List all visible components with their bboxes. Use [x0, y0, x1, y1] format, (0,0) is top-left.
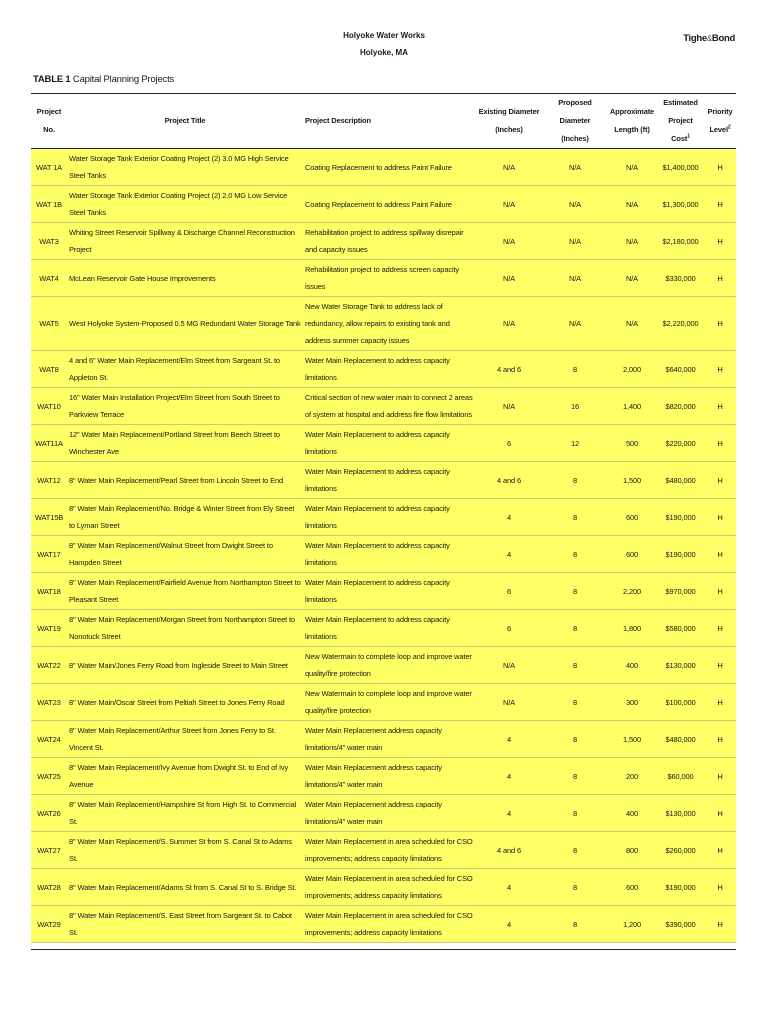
- cell-project-title: West Holyoke System-Proposed 0.5 MG Redundant Water Storage Tank: [67, 297, 303, 351]
- cell-estimated-cost: $480,000: [657, 462, 704, 499]
- cell-approx-length: 2,000: [607, 351, 657, 388]
- cell-priority-level: H: [704, 684, 736, 721]
- cell-project-no: WAT4: [31, 260, 67, 297]
- table-row: [31, 573, 736, 610]
- header-project-title: Project Title: [67, 94, 303, 149]
- cell-priority-level: H: [704, 869, 736, 906]
- cell-existing-diameter: 4: [475, 536, 543, 573]
- cell-project-title: 8" Water Main/Oscar Street from Peltiah Street to Jones Ferry Road: [67, 684, 303, 721]
- cell-approx-length: 1,500: [607, 721, 657, 758]
- cell-project-title: Water Storage Tank Exterior Coating Project (2) 3.0 MG High Service Steel Tanks: [67, 149, 303, 186]
- table-row: [31, 832, 736, 869]
- cell-estimated-cost: $2,220,000: [657, 297, 704, 351]
- cell-priority-level: H: [704, 610, 736, 647]
- cell-project-title: 16" Water Main Installation Project/Elm Street from South Street to Parkview Terrace: [67, 388, 303, 425]
- cell-priority-level: H: [704, 260, 736, 297]
- cell-priority-level: H: [704, 758, 736, 795]
- cell-proposed-diameter: 8: [543, 758, 607, 795]
- cell-existing-diameter: 4 and 6: [475, 351, 543, 388]
- cell-approx-length: 200: [607, 758, 657, 795]
- cell-priority-level: H: [704, 721, 736, 758]
- cell-proposed-diameter: 8: [543, 906, 607, 943]
- cell-project-description: Water Main Replacement to address capacity limitations: [303, 610, 475, 647]
- header-cost-line2: [659, 112, 702, 148]
- cell-estimated-cost: $480,000: [657, 721, 704, 758]
- header-proposed-diameter: [543, 94, 607, 149]
- cell-priority-level: H: [704, 462, 736, 499]
- cell-priority-level: H: [704, 223, 736, 260]
- cell-proposed-diameter: 12: [543, 425, 607, 462]
- cell-project-title: Water Storage Tank Exterior Coating Project (2) 2.0 MG Low Service Steel Tanks: [67, 186, 303, 223]
- cell-proposed-diameter: 8: [543, 684, 607, 721]
- cell-project-description: Water Main Replacement to address capacity limitations: [303, 536, 475, 573]
- cell-approx-length: N/A: [607, 223, 657, 260]
- cell-proposed-diameter: 8: [543, 351, 607, 388]
- cell-proposed-diameter: N/A: [543, 186, 607, 223]
- org-name: Holyoke Water Works: [343, 31, 425, 40]
- cell-project-no: WAT12: [31, 462, 67, 499]
- table-row: [31, 499, 736, 536]
- cell-proposed-diameter: N/A: [543, 260, 607, 297]
- header-priority-line1: Priority: [707, 107, 733, 116]
- cell-project-description: Water Main Replacement to address capacity limitations: [303, 351, 475, 388]
- cell-project-description: Water Main Replacement to address capacity limitations: [303, 425, 475, 462]
- cell-project-description: Water Main Replacement in area scheduled for CSO improvements; address capacity limitations: [303, 906, 475, 943]
- capital-projects-table-container: [31, 93, 736, 950]
- logo-text-b: Bond: [711, 33, 735, 44]
- table-row: [31, 462, 736, 499]
- cell-project-title: McLean Reservoir Gate House Improvements: [67, 260, 303, 297]
- cell-project-description: Water Main Replacement to address capacity limitations: [303, 462, 475, 499]
- header-length-line2: Length (ft): [614, 125, 650, 134]
- table-row: [31, 721, 736, 758]
- header-existing-line2: (Inches): [495, 125, 523, 134]
- cell-estimated-cost: $970,000: [657, 573, 704, 610]
- cell-proposed-diameter: 16: [543, 388, 607, 425]
- cell-existing-diameter: 6: [475, 610, 543, 647]
- cell-existing-diameter: N/A: [475, 186, 543, 223]
- cell-approx-length: 1,400: [607, 388, 657, 425]
- table-body: [31, 149, 736, 950]
- cell-project-description: New Watermain to complete loop and improve water quality/fire protection: [303, 684, 475, 721]
- cell-proposed-diameter: 8: [543, 869, 607, 906]
- table-row: [31, 536, 736, 573]
- cell-priority-level: H: [704, 832, 736, 869]
- cell-project-title: 8" Water Main Replacement/Arthur Street from Jones Ferry to St. Vincent St.: [67, 721, 303, 758]
- cell-project-title: 8" Water Main Replacement/Fairfield Avenue from Northampton Street to Pleasant Street: [67, 573, 303, 610]
- header-proposed-line1: Proposed Diameter: [558, 98, 592, 125]
- cell-priority-level: H: [704, 351, 736, 388]
- header-priority-line2: [706, 121, 734, 139]
- capital-projects-table: [31, 93, 736, 950]
- cell-project-no: WAT8: [31, 351, 67, 388]
- cell-estimated-cost: $100,000: [657, 684, 704, 721]
- table-row: [31, 388, 736, 425]
- cell-existing-diameter: N/A: [475, 684, 543, 721]
- cell-approx-length: 300: [607, 684, 657, 721]
- cell-priority-level: H: [704, 388, 736, 425]
- cell-project-title: 8" Water Main Replacement/Walnut Street from Dwight Street to Hampden Street: [67, 536, 303, 573]
- cell-project-description: Critical section of new water main to connect 2 areas of system at hospital and address fire flow limitations: [303, 388, 475, 425]
- cell-priority-level: H: [704, 647, 736, 684]
- cell-project-title: 8" Water Main Replacement/Adams St from S. Canal St to S. Bridge St.: [67, 869, 303, 906]
- cell-existing-diameter: 4: [475, 869, 543, 906]
- cell-project-title: 8" Water Main Replacement/S. East Street from Sargeant St. to Cabot St.: [67, 906, 303, 943]
- table-bottom-rule: [31, 943, 736, 950]
- cell-estimated-cost: $190,000: [657, 536, 704, 573]
- cell-project-no: WAT23: [31, 684, 67, 721]
- cell-approx-length: 1,500: [607, 462, 657, 499]
- cell-project-no: WAT27: [31, 832, 67, 869]
- cell-priority-level: H: [704, 573, 736, 610]
- cell-approx-length: 400: [607, 647, 657, 684]
- cell-project-description: Water Main Replacement to address capacity limitations: [303, 499, 475, 536]
- table-header-row: [31, 94, 736, 149]
- cell-proposed-diameter: N/A: [543, 297, 607, 351]
- cell-approx-length: N/A: [607, 186, 657, 223]
- cell-proposed-diameter: 8: [543, 721, 607, 758]
- cell-approx-length: 600: [607, 499, 657, 536]
- cell-existing-diameter: N/A: [475, 149, 543, 186]
- org-location: Holyoke, MA: [359, 48, 408, 57]
- table-title-text: Capital Planning Projects: [70, 74, 175, 85]
- cell-existing-diameter: 4: [475, 721, 543, 758]
- table-row: [31, 149, 736, 186]
- cell-existing-diameter: 6: [475, 573, 543, 610]
- cell-existing-diameter: N/A: [475, 297, 543, 351]
- header-cost-line2-text: Project Cost: [668, 116, 693, 143]
- cell-proposed-diameter: 8: [543, 647, 607, 684]
- cell-priority-level: H: [704, 536, 736, 573]
- cell-project-no: WAT 1A: [31, 149, 67, 186]
- cell-project-no: WAT19: [31, 610, 67, 647]
- cell-proposed-diameter: 8: [543, 573, 607, 610]
- cell-approx-length: 400: [607, 795, 657, 832]
- cell-project-description: Rehabilitation project to address spillway disrepair and capacity issues: [303, 223, 475, 260]
- cell-approx-length: N/A: [607, 149, 657, 186]
- cell-estimated-cost: $220,000: [657, 425, 704, 462]
- cell-project-title: 8" Water Main/Jones Ferry Road from Ingleside Street to Main Street: [67, 647, 303, 684]
- cell-estimated-cost: $130,000: [657, 647, 704, 684]
- cell-existing-diameter: 4 and 6: [475, 832, 543, 869]
- cell-estimated-cost: $260,000: [657, 832, 704, 869]
- cell-project-description: Water Main Replacement to address capacity limitations: [303, 573, 475, 610]
- cell-approx-length: 600: [607, 869, 657, 906]
- cell-estimated-cost: $190,000: [657, 499, 704, 536]
- cell-project-description: Water Main Replacement address capacity limitations/4" water main: [303, 795, 475, 832]
- cell-project-no: WAT25: [31, 758, 67, 795]
- cell-project-description: Water Main Replacement address capacity limitations/4" water main: [303, 721, 475, 758]
- cell-existing-diameter: 4 and 6: [475, 462, 543, 499]
- table-row: [31, 869, 736, 906]
- cell-approx-length: N/A: [607, 297, 657, 351]
- cell-proposed-diameter: N/A: [543, 223, 607, 260]
- cell-existing-diameter: 4: [475, 758, 543, 795]
- cell-project-no: WAT15B: [31, 499, 67, 536]
- table-row: [31, 260, 736, 297]
- table-row: [31, 351, 736, 388]
- cell-project-no: WAT26: [31, 795, 67, 832]
- cell-estimated-cost: $1,300,000: [657, 186, 704, 223]
- cell-approx-length: 1,200: [607, 906, 657, 943]
- cell-project-no: WAT10: [31, 388, 67, 425]
- cell-project-no: WAT17: [31, 536, 67, 573]
- header-existing-line1: Existing Diameter: [478, 107, 540, 116]
- cell-project-no: WAT3: [31, 223, 67, 260]
- cell-project-no: WAT5: [31, 297, 67, 351]
- cell-priority-level: H: [704, 149, 736, 186]
- table-row: [31, 223, 736, 260]
- cell-proposed-diameter: N/A: [543, 149, 607, 186]
- header-approx-length: [607, 94, 657, 149]
- table-bottom-rule-cell: [31, 943, 736, 950]
- cell-estimated-cost: $130,000: [657, 795, 704, 832]
- cell-project-description: Water Main Replacement address capacity limitations/4" water main: [303, 758, 475, 795]
- cell-project-no: WAT28: [31, 869, 67, 906]
- cell-priority-level: H: [704, 186, 736, 223]
- document-header: [0, 27, 768, 61]
- cell-project-description: Water Main Replacement in area scheduled for CSO improvements; address capacity limitations: [303, 869, 475, 906]
- cell-approx-length: 600: [607, 536, 657, 573]
- cell-project-description: Coating Replacement to address Paint Failure: [303, 186, 475, 223]
- table-title: [33, 74, 174, 85]
- cell-project-title: 8" Water Main Replacement/S. Summer St from S. Canal St to Adams St.: [67, 832, 303, 869]
- cell-approx-length: 2,200: [607, 573, 657, 610]
- cell-approx-length: 800: [607, 832, 657, 869]
- logo-ampersand: &: [706, 34, 712, 43]
- table-row: [31, 758, 736, 795]
- cell-project-title: 8" Water Main Replacement/No. Bridge & Winter Street from Ely Street to Lyman Street: [67, 499, 303, 536]
- header-cost-footnote: 1: [687, 133, 690, 140]
- cell-project-no: WAT18: [31, 573, 67, 610]
- cell-existing-diameter: N/A: [475, 260, 543, 297]
- table-row: [31, 297, 736, 351]
- cell-project-no: WAT11A: [31, 425, 67, 462]
- header-priority-footnote: 2: [727, 124, 731, 131]
- header-priority-line2-text: Level: [709, 125, 728, 134]
- cell-priority-level: H: [704, 425, 736, 462]
- cell-proposed-diameter: 8: [543, 499, 607, 536]
- cell-project-no: WAT 1B: [31, 186, 67, 223]
- cell-estimated-cost: $580,000: [657, 610, 704, 647]
- header-project-no: Project No.: [31, 94, 67, 149]
- cell-priority-level: H: [704, 795, 736, 832]
- table-row: [31, 906, 736, 943]
- cell-project-title: 4 and 6" Water Main Replacement/Elm Street from Sargeant St. to Appleton St.: [67, 351, 303, 388]
- cell-project-title: Whiting Street Reservoir Spillway & Discharge Channel Reconstruction Project: [67, 223, 303, 260]
- cell-priority-level: H: [704, 499, 736, 536]
- cell-priority-level: H: [704, 297, 736, 351]
- cell-estimated-cost: $190,000: [657, 869, 704, 906]
- table-row: [31, 186, 736, 223]
- table-row: [31, 425, 736, 462]
- table-row: [31, 684, 736, 721]
- cell-estimated-cost: $1,400,000: [657, 149, 704, 186]
- header-project-description: Project Description: [303, 94, 475, 149]
- header-cost-line1: Estimated: [663, 98, 698, 107]
- cell-project-title: 8" Water Main Replacement/Hampshire St from High St. to Commercial St.: [67, 795, 303, 832]
- cell-proposed-diameter: 8: [543, 536, 607, 573]
- cell-project-title: 8" Water Main Replacement/Ivy Avenue from Dwight St. to End of Ivy Avenue: [67, 758, 303, 795]
- cell-project-title: 8" Water Main Replacement/Morgan Street from Northampton Street to Nonotuck Street: [67, 610, 303, 647]
- cell-proposed-diameter: 8: [543, 795, 607, 832]
- cell-existing-diameter: N/A: [475, 223, 543, 260]
- table-title-label: TABLE 1: [33, 74, 71, 85]
- cell-approx-length: 500: [607, 425, 657, 462]
- cell-estimated-cost: $640,000: [657, 351, 704, 388]
- cell-estimated-cost: $820,000: [657, 388, 704, 425]
- cell-proposed-diameter: 8: [543, 832, 607, 869]
- table-row: [31, 795, 736, 832]
- cell-project-no: WAT24: [31, 721, 67, 758]
- cell-existing-diameter: N/A: [475, 388, 543, 425]
- cell-project-no: WAT22: [31, 647, 67, 684]
- header-priority-level: [704, 94, 736, 149]
- cell-project-description: Water Main Replacement in area scheduled for CSO improvements; address capacity limitations: [303, 832, 475, 869]
- cell-estimated-cost: $60,000: [657, 758, 704, 795]
- cell-project-description: Rehabilitation project to address screen capacity issues: [303, 260, 475, 297]
- cell-project-description: New Watermain to complete loop and improve water quality/fire protection: [303, 647, 475, 684]
- cell-existing-diameter: 4: [475, 906, 543, 943]
- cell-project-no: WAT29: [31, 906, 67, 943]
- header-proposed-line2: (Inches): [561, 134, 589, 143]
- cell-existing-diameter: 6: [475, 425, 543, 462]
- cell-proposed-diameter: 8: [543, 610, 607, 647]
- cell-existing-diameter: N/A: [475, 647, 543, 684]
- cell-estimated-cost: $390,000: [657, 906, 704, 943]
- table-header: [31, 94, 736, 149]
- cell-approx-length: N/A: [607, 260, 657, 297]
- header-length-line1: Approximate: [609, 107, 655, 116]
- logo-text-a: Tighe: [683, 33, 707, 44]
- cell-priority-level: H: [704, 906, 736, 943]
- cell-project-description: New Water Storage Tank to address lack of redundancy, allow repairs to existing tank and address summer capacity issues: [303, 297, 475, 351]
- header-estimated-cost: [657, 94, 704, 149]
- cell-proposed-diameter: 8: [543, 462, 607, 499]
- header-existing-diameter: [475, 94, 543, 149]
- cell-approx-length: 1,800: [607, 610, 657, 647]
- cell-project-title: 8" Water Main Replacement/Pearl Street from Lincoln Street to End: [67, 462, 303, 499]
- cell-estimated-cost: $330,000: [657, 260, 704, 297]
- table-row: [31, 610, 736, 647]
- cell-estimated-cost: $2,180,000: [657, 223, 704, 260]
- tighe-bond-logo: [683, 33, 735, 44]
- cell-existing-diameter: 4: [475, 499, 543, 536]
- table-row: [31, 647, 736, 684]
- cell-existing-diameter: 4: [475, 795, 543, 832]
- cell-project-description: Coating Replacement to address Paint Failure: [303, 149, 475, 186]
- cell-project-title: 12" Water Main Replacement/Portland Street from Beech Street to Winchester Ave: [67, 425, 303, 462]
